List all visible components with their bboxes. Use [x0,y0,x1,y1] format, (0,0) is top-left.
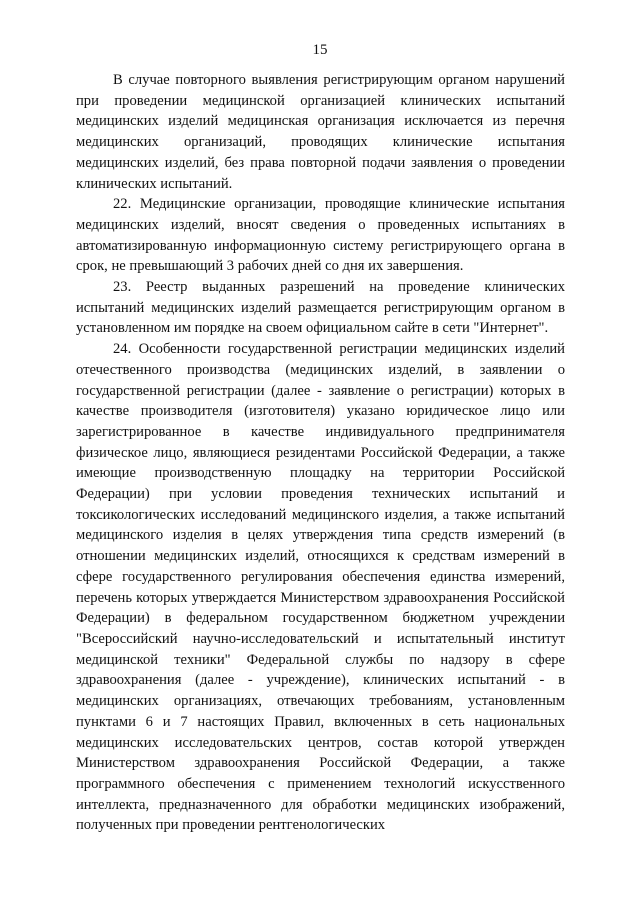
page-number: 15 [312,42,328,58]
paragraph-24: 24. Особенности государственной регистрации медицинских изделий отечественного производства (медицинских изделий, в заявлении о государственной регистрации (далее - заявление о регистрации) которых в качестве производителя (изготовителя) указано юридическое лицо или зарегистрированное в качестве индивидуального предпринимателя физическое лицо, являющиеся резидентами Российской Федерации, а также имеющие производственную площадку на территории Российской Федерации) при условии проведения технических испытаний и токсикологических исследований медицинского изделия, а также испытаний медицинского изделия в целях утверждения типа средств измерений (в отношении медицинских изделий, относящихся к средствам измерений в сфере государственного регулирования обеспечения единства измерений, перечень которых утверждается Министерством здравоохранения Российской Федерации) в федеральном государственном бюджетном учреждении "Всероссийский научно-исследовательский и испытательный институт медицинской техники" Федеральной службы по надзору в сфере здравоохранения (далее - учреждение), клинических испытаний - в медицинских организациях, отвечающих требованиям, установленным пунктами 6 и 7 настоящих Правил, включенных в сеть национальных медицинских исследовательских центров, состав которой утвержден Министерством здравоохранения Российской Федерации, а также программного обеспечения с применением технологий искусственного интеллекта, предназначенного для обработки медицинских изображений, полученных при проведении рентгенологических [76,341,565,834]
paragraph-23: 23. Реестр выданных разрешений на проведение клинических испытаний медицинских изделий размещается регистрирующим органом в установленном им порядке на своем официальном сайте в сети "Интернет". [76,279,565,337]
paragraph-22: 22. Медицинские организации, проводящие клинические испытания медицинских изделий, вносят сведения о проведенных испытаниях в автоматизированную информационную систему регистрирующего органа в срок, не превышающий 3 рабочих дней со дня их завершения. [76,196,565,275]
document-body [76,70,565,836]
paragraph-repeat-violation: В случае повторного выявления регистрирующим органом нарушений при проведении медицинской организацией клинических испытаний медицинских изделий медицинская организация исключается из перечня медицинских организаций, проводящих клинические испытания медицинских изделий, без права повторной подачи заявления о проведении клинических испытаний. [76,72,565,192]
